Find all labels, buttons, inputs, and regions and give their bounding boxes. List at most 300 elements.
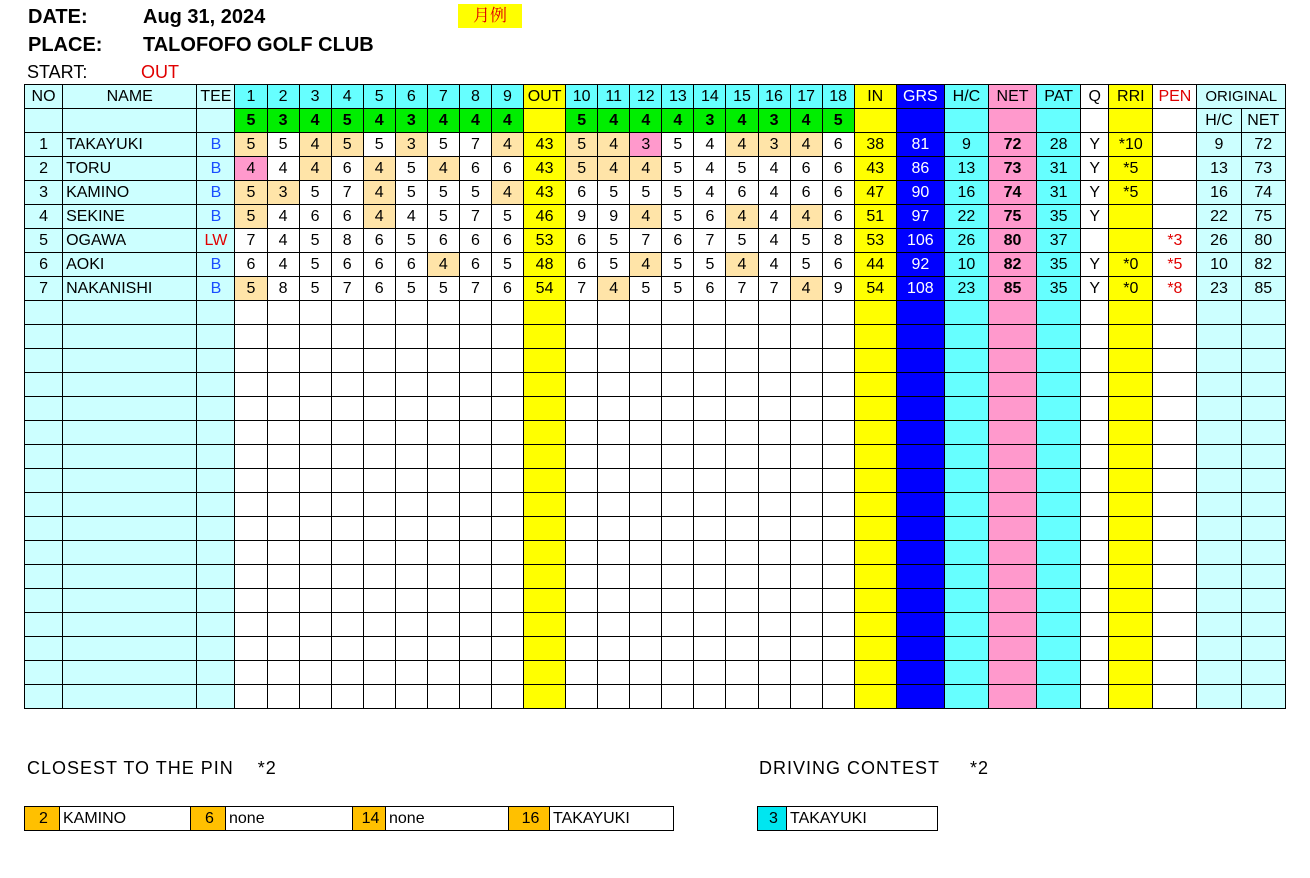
empty-cell xyxy=(1109,517,1153,541)
empty-cell xyxy=(988,613,1036,637)
empty-cell xyxy=(758,325,790,349)
hole-score: 8 xyxy=(267,277,299,301)
empty-cell xyxy=(1081,661,1109,685)
empty-cell xyxy=(524,325,566,349)
empty-cell xyxy=(822,589,854,613)
col-header-orig-hc: H/C xyxy=(1197,109,1241,133)
hole-score: 4 xyxy=(758,205,790,229)
empty-cell xyxy=(758,445,790,469)
par-empty xyxy=(988,109,1036,133)
empty-cell xyxy=(790,541,822,565)
hole-score: 5 xyxy=(662,157,694,181)
empty-cell xyxy=(1153,565,1197,589)
empty-cell xyxy=(566,613,598,637)
hole-score: 6 xyxy=(694,277,726,301)
empty-cell xyxy=(25,685,63,709)
empty-cell xyxy=(944,349,988,373)
empty-cell xyxy=(491,469,523,493)
out-total: 54 xyxy=(524,277,566,301)
empty-cell xyxy=(491,613,523,637)
empty-cell xyxy=(694,661,726,685)
ctp-winner: TAKAYUKI xyxy=(550,807,674,831)
col-header-hole: 15 xyxy=(726,85,758,109)
col-header-hole: 17 xyxy=(790,85,822,109)
hole-score: 4 xyxy=(630,157,662,181)
col-header-out: OUT xyxy=(524,85,566,109)
empty-cell xyxy=(1197,541,1241,565)
dc-table xyxy=(757,806,938,831)
empty-cell xyxy=(758,397,790,421)
empty-cell xyxy=(694,469,726,493)
empty-cell xyxy=(197,469,235,493)
col-header-pen: PEN xyxy=(1153,85,1197,109)
qualified xyxy=(1081,229,1109,253)
empty-cell xyxy=(267,685,299,709)
empty-cell xyxy=(197,421,235,445)
empty-cell xyxy=(1081,469,1109,493)
empty-cell xyxy=(726,565,758,589)
empty-cell xyxy=(758,349,790,373)
rri-value xyxy=(1109,229,1153,253)
empty-cell xyxy=(363,469,395,493)
par-empty xyxy=(944,109,988,133)
net-score: 80 xyxy=(988,229,1036,253)
empty-cell xyxy=(63,373,197,397)
empty-cell xyxy=(1153,541,1197,565)
empty-cell xyxy=(1153,349,1197,373)
hole-score: 4 xyxy=(790,133,822,157)
par-value: 5 xyxy=(331,109,363,133)
empty-cell xyxy=(524,661,566,685)
empty-row xyxy=(25,517,1286,541)
hole-score: 4 xyxy=(267,229,299,253)
hole-score: 4 xyxy=(726,253,758,277)
empty-cell xyxy=(566,301,598,325)
empty-cell xyxy=(25,469,63,493)
empty-cell xyxy=(459,517,491,541)
empty-cell xyxy=(363,613,395,637)
empty-cell xyxy=(790,637,822,661)
empty-cell xyxy=(758,301,790,325)
empty-cell xyxy=(1037,661,1081,685)
empty-cell xyxy=(395,637,427,661)
empty-cell xyxy=(524,613,566,637)
empty-cell xyxy=(427,397,459,421)
par-value: 5 xyxy=(235,109,267,133)
empty-cell xyxy=(1081,301,1109,325)
empty-cell xyxy=(235,349,267,373)
empty-cell xyxy=(267,349,299,373)
empty-cell xyxy=(235,517,267,541)
empty-cell xyxy=(427,589,459,613)
hole-score: 6 xyxy=(363,253,395,277)
empty-cell xyxy=(598,589,630,613)
hole-score: 6 xyxy=(459,253,491,277)
original-net: 85 xyxy=(1241,277,1285,301)
empty-cell xyxy=(694,565,726,589)
hole-score: 4 xyxy=(726,205,758,229)
empty-cell xyxy=(459,301,491,325)
empty-cell xyxy=(790,397,822,421)
par-empty xyxy=(1037,109,1081,133)
empty-cell xyxy=(491,565,523,589)
gross-total: 106 xyxy=(896,229,944,253)
hole-score: 5 xyxy=(630,181,662,205)
empty-cell xyxy=(299,565,331,589)
empty-cell xyxy=(267,541,299,565)
empty-cell xyxy=(598,349,630,373)
empty-cell xyxy=(197,517,235,541)
empty-cell xyxy=(491,421,523,445)
empty-cell xyxy=(566,469,598,493)
empty-cell xyxy=(1081,565,1109,589)
gross-total: 92 xyxy=(896,253,944,277)
empty-cell xyxy=(1197,685,1241,709)
empty-cell xyxy=(331,661,363,685)
empty-cell xyxy=(63,661,197,685)
empty-cell xyxy=(758,565,790,589)
empty-cell xyxy=(1153,661,1197,685)
hole-score: 6 xyxy=(790,157,822,181)
qualified: Y xyxy=(1081,277,1109,301)
empty-cell xyxy=(299,589,331,613)
empty-cell xyxy=(726,445,758,469)
empty-cell xyxy=(459,469,491,493)
empty-cell xyxy=(524,421,566,445)
hole-score: 6 xyxy=(566,181,598,205)
original-net: 74 xyxy=(1241,181,1285,205)
empty-cell xyxy=(459,613,491,637)
empty-cell xyxy=(694,589,726,613)
hole-score: 5 xyxy=(395,277,427,301)
empty-cell xyxy=(1197,349,1241,373)
hole-score: 5 xyxy=(427,133,459,157)
net-score: 75 xyxy=(988,205,1036,229)
handicap: 26 xyxy=(944,229,988,253)
empty-cell xyxy=(197,637,235,661)
empty-cell xyxy=(1037,397,1081,421)
rri-value xyxy=(1109,205,1153,229)
empty-cell xyxy=(459,445,491,469)
player-row xyxy=(25,229,1286,253)
empty-cell xyxy=(235,565,267,589)
empty-cell xyxy=(1241,421,1285,445)
empty-cell xyxy=(566,373,598,397)
empty-cell xyxy=(694,373,726,397)
empty-cell xyxy=(988,541,1036,565)
col-header-hole: 5 xyxy=(363,85,395,109)
empty-cell xyxy=(25,661,63,685)
hole-score: 5 xyxy=(235,277,267,301)
out-total: 43 xyxy=(524,157,566,181)
empty-cell xyxy=(1197,301,1241,325)
par-empty xyxy=(896,109,944,133)
hole-score: 7 xyxy=(459,133,491,157)
empty-cell xyxy=(1109,397,1153,421)
player-name: OGAWA xyxy=(63,229,197,253)
player-row xyxy=(25,133,1286,157)
empty-cell xyxy=(524,541,566,565)
hole-score: 4 xyxy=(235,157,267,181)
hole-score: 4 xyxy=(758,181,790,205)
empty-cell xyxy=(524,517,566,541)
empty-row xyxy=(25,565,1286,589)
hole-score: 5 xyxy=(598,181,630,205)
empty-cell xyxy=(491,349,523,373)
empty-cell xyxy=(1241,541,1285,565)
empty-cell xyxy=(331,589,363,613)
empty-cell xyxy=(662,301,694,325)
empty-cell xyxy=(988,349,1036,373)
hole-score: 5 xyxy=(331,133,363,157)
empty-cell xyxy=(331,541,363,565)
empty-cell xyxy=(1241,373,1285,397)
empty-cell xyxy=(726,517,758,541)
empty-cell xyxy=(459,349,491,373)
empty-cell xyxy=(694,637,726,661)
empty-cell xyxy=(331,493,363,517)
player-no: 4 xyxy=(25,205,63,229)
empty-cell xyxy=(1109,325,1153,349)
empty-cell xyxy=(459,541,491,565)
empty-cell xyxy=(790,517,822,541)
empty-cell xyxy=(427,565,459,589)
empty-cell xyxy=(524,469,566,493)
empty-cell xyxy=(427,325,459,349)
original-hc: 23 xyxy=(1197,277,1241,301)
empty-cell xyxy=(331,349,363,373)
empty-cell xyxy=(395,469,427,493)
empty-cell xyxy=(1037,469,1081,493)
empty-cell xyxy=(896,685,944,709)
hole-score: 5 xyxy=(598,253,630,277)
empty-cell xyxy=(197,325,235,349)
empty-cell xyxy=(25,325,63,349)
empty-row xyxy=(25,493,1286,517)
empty-cell xyxy=(1081,613,1109,637)
empty-cell xyxy=(822,685,854,709)
empty-cell xyxy=(988,685,1036,709)
col-header-q: Q xyxy=(1081,85,1109,109)
handicap: 9 xyxy=(944,133,988,157)
hole-score: 6 xyxy=(491,229,523,253)
empty-cell xyxy=(395,397,427,421)
empty-cell xyxy=(630,541,662,565)
out-total: 46 xyxy=(524,205,566,229)
empty-cell xyxy=(1037,349,1081,373)
empty-cell xyxy=(1037,445,1081,469)
empty-cell xyxy=(694,517,726,541)
empty-cell xyxy=(395,685,427,709)
empty-cell xyxy=(1153,493,1197,517)
col-header-hole: 10 xyxy=(566,85,598,109)
empty-cell xyxy=(566,445,598,469)
hole-score: 6 xyxy=(427,229,459,253)
par-empty xyxy=(1081,109,1109,133)
empty-cell xyxy=(395,349,427,373)
empty-cell xyxy=(25,397,63,421)
empty-cell xyxy=(267,325,299,349)
hole-score: 5 xyxy=(363,133,395,157)
hole-score: 6 xyxy=(726,181,758,205)
empty-cell xyxy=(1153,373,1197,397)
ctp-winner: KAMINO xyxy=(60,807,191,831)
empty-cell xyxy=(459,589,491,613)
hole-score: 7 xyxy=(726,277,758,301)
empty-cell xyxy=(1241,301,1285,325)
empty-cell xyxy=(459,493,491,517)
empty-cell xyxy=(299,493,331,517)
empty-cell xyxy=(299,661,331,685)
empty-cell xyxy=(630,349,662,373)
empty-cell xyxy=(896,349,944,373)
putts: 37 xyxy=(1037,229,1081,253)
empty-cell xyxy=(566,325,598,349)
hole-score: 7 xyxy=(331,181,363,205)
empty-cell xyxy=(598,445,630,469)
empty-row xyxy=(25,589,1286,613)
empty-cell xyxy=(1153,301,1197,325)
start-label: START: xyxy=(27,62,88,82)
empty-cell xyxy=(822,469,854,493)
empty-cell xyxy=(197,613,235,637)
empty-cell xyxy=(694,397,726,421)
empty-cell xyxy=(459,661,491,685)
empty-cell xyxy=(598,661,630,685)
empty-cell xyxy=(896,565,944,589)
par-value: 3 xyxy=(758,109,790,133)
empty-cell xyxy=(630,325,662,349)
empty-cell xyxy=(25,565,63,589)
empty-cell xyxy=(524,565,566,589)
empty-cell xyxy=(459,397,491,421)
empty-cell xyxy=(491,397,523,421)
empty-cell xyxy=(630,685,662,709)
empty-cell xyxy=(896,373,944,397)
place-value: TALOFOFO GOLF CLUB xyxy=(143,34,374,56)
net-score: 85 xyxy=(988,277,1036,301)
hole-score: 4 xyxy=(427,157,459,181)
hole-score: 6 xyxy=(491,277,523,301)
empty-cell xyxy=(267,613,299,637)
empty-cell xyxy=(395,589,427,613)
player-tee: B xyxy=(197,253,235,277)
empty-cell xyxy=(1081,373,1109,397)
empty-cell xyxy=(988,325,1036,349)
empty-cell xyxy=(662,421,694,445)
empty-cell xyxy=(427,301,459,325)
hole-score: 6 xyxy=(331,157,363,181)
hole-score: 4 xyxy=(694,133,726,157)
empty-cell xyxy=(235,469,267,493)
gross-total: 86 xyxy=(896,157,944,181)
empty-cell xyxy=(822,397,854,421)
empty-cell xyxy=(427,445,459,469)
out-total: 48 xyxy=(524,253,566,277)
empty-cell xyxy=(896,421,944,445)
hole-score: 5 xyxy=(235,181,267,205)
player-tee: B xyxy=(197,277,235,301)
hole-score: 6 xyxy=(235,253,267,277)
empty-cell xyxy=(197,661,235,685)
hole-score: 5 xyxy=(267,133,299,157)
empty-cell xyxy=(267,373,299,397)
in-total: 44 xyxy=(854,253,896,277)
hole-score: 5 xyxy=(662,181,694,205)
hole-score: 7 xyxy=(235,229,267,253)
empty-cell xyxy=(197,493,235,517)
player-row xyxy=(25,253,1286,277)
empty-cell xyxy=(363,637,395,661)
empty-cell xyxy=(822,541,854,565)
empty-cell xyxy=(267,397,299,421)
par-value: 4 xyxy=(790,109,822,133)
hole-score: 5 xyxy=(726,229,758,253)
putts: 35 xyxy=(1037,277,1081,301)
empty-cell xyxy=(630,301,662,325)
col-header-original: ORIGINAL xyxy=(1197,85,1286,109)
empty-cell xyxy=(1109,589,1153,613)
empty-cell xyxy=(758,421,790,445)
empty-cell xyxy=(331,301,363,325)
col-header-hole: 9 xyxy=(491,85,523,109)
player-name: TAKAYUKI xyxy=(63,133,197,157)
hole-score: 4 xyxy=(726,133,758,157)
empty-cell xyxy=(726,589,758,613)
empty-cell xyxy=(235,445,267,469)
player-row xyxy=(25,277,1286,301)
empty-cell xyxy=(524,397,566,421)
empty-cell xyxy=(630,517,662,541)
empty-cell xyxy=(363,301,395,325)
empty-cell xyxy=(694,541,726,565)
empty-cell xyxy=(1081,589,1109,613)
col-header-hole: 7 xyxy=(427,85,459,109)
empty-cell xyxy=(726,421,758,445)
empty-cell xyxy=(1037,373,1081,397)
in-total: 53 xyxy=(854,229,896,253)
empty-cell xyxy=(395,325,427,349)
empty-cell xyxy=(1081,397,1109,421)
empty-cell xyxy=(235,373,267,397)
empty-cell xyxy=(662,613,694,637)
hole-score: 6 xyxy=(822,205,854,229)
empty-cell xyxy=(395,373,427,397)
empty-cell xyxy=(566,661,598,685)
col-header-no: NO xyxy=(25,85,63,109)
empty-cell xyxy=(822,637,854,661)
empty-cell xyxy=(1109,685,1153,709)
empty-cell xyxy=(1197,565,1241,589)
empty-cell xyxy=(662,541,694,565)
hole-score: 4 xyxy=(630,253,662,277)
empty-cell xyxy=(694,445,726,469)
empty-cell xyxy=(822,445,854,469)
empty-cell xyxy=(662,349,694,373)
ctp-label: CLOSEST TO THE PIN *2 xyxy=(27,758,277,778)
empty-cell xyxy=(566,637,598,661)
empty-cell xyxy=(854,325,896,349)
empty-cell xyxy=(662,325,694,349)
empty-cell xyxy=(363,373,395,397)
empty-cell xyxy=(758,493,790,517)
out-total: 53 xyxy=(524,229,566,253)
hole-score: 5 xyxy=(235,133,267,157)
empty-cell xyxy=(331,613,363,637)
empty-cell xyxy=(630,373,662,397)
par-value: 4 xyxy=(491,109,523,133)
player-no: 7 xyxy=(25,277,63,301)
